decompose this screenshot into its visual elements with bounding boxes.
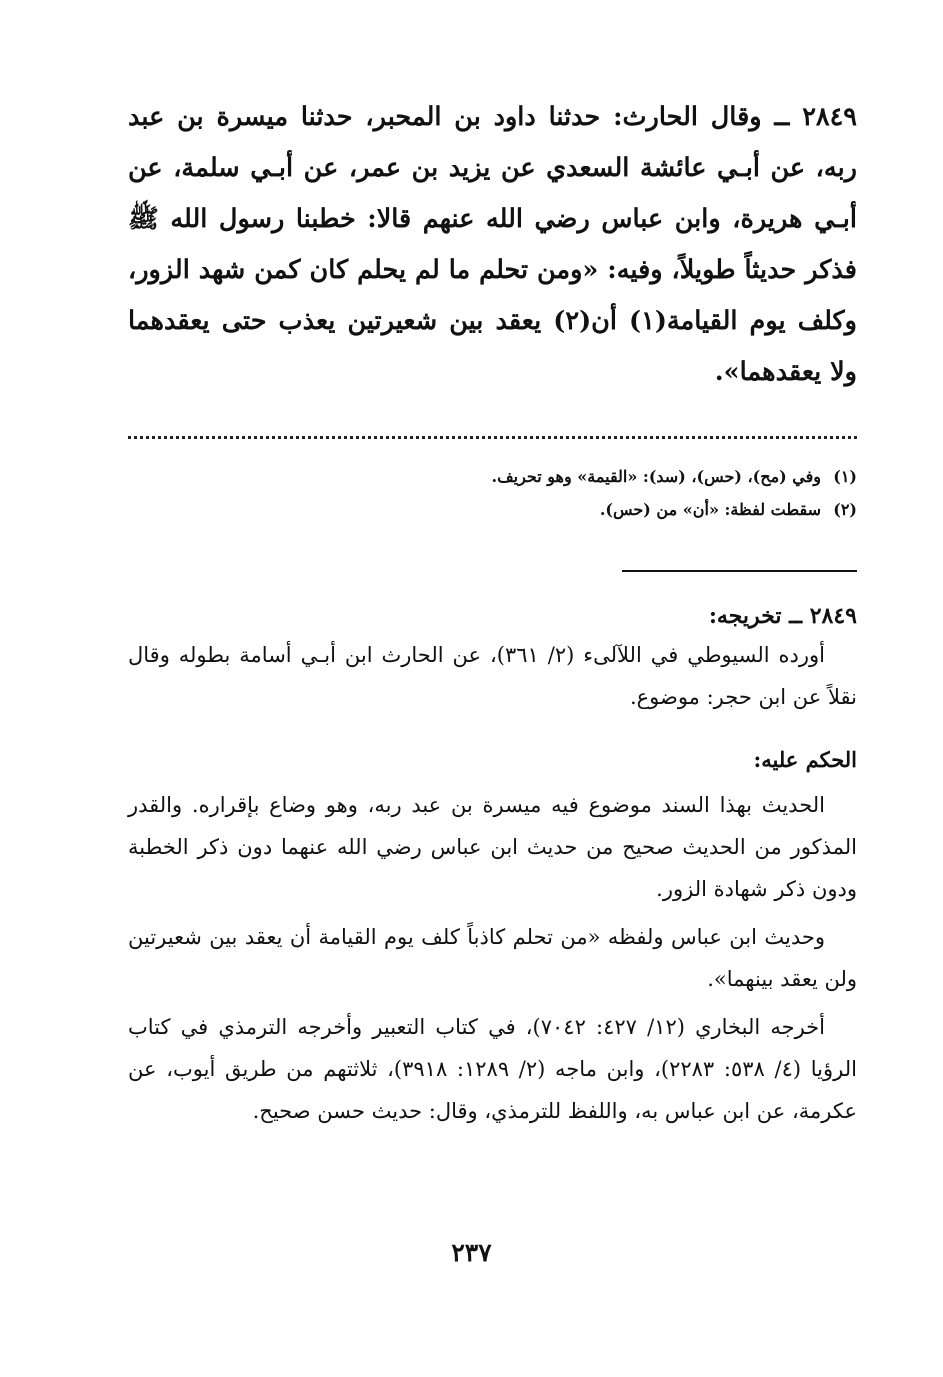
ruling-paragraph-3: أخرجه البخاري (١٢/ ٤٢٧: ٧٠٤٢)، في كتاب التعبير وأخرجه الترمذي في كتاب الرؤيا (٤/ ٥٣٨: ٢٢٨٣)، وابن ماجه (٢/ ١٢٨٩: ٣٩١٨)، ثلاثتهم من طريق أيوب، عن عكرمة، عن ابن عباس به، واللفظ للترمذي، وقال: حديث حسن صحيح.	[128, 1015, 857, 1123]
footnote-separator	[128, 436, 857, 440]
footnote-2	[128, 493, 857, 526]
page-body	[128, 92, 857, 1132]
footnote-number: (١)	[833, 467, 857, 486]
footnote-text: سقطت لفظة: «أن» من (حس).	[599, 500, 821, 519]
ruling-paragraph-2: وحديث ابن عباس ولفظه «من تحلم كاذباً كلف يوم القيامة أن يعقد بين شعيرتين ولن يعقد بينهما».	[128, 925, 857, 991]
footnote-text: وفي (مح)، (حس)، (سد): «القيمة» وهو تحريف.	[491, 467, 821, 486]
main-hadith-text: ٢٨٤٩ ــ وقال الحارث: حدثنا داود بن المحبر، حدثنا ميسرة بن عبد ربه، عن أبـي عائشة السعدي عن يزيد بن عمر، عن أبـي سلمة، عن أبـي هريرة، وابن عباس رضي الله عنهم قالا: خطبنا رسول الله ﷺ فذكر حديثاً طويلاً، وفيه: «ومن تحلم ما لم يحلم كان كمن شهد الزور، وكلف يوم القيامة(١) أن(٢) يعقد بين شعيرتين يعذب حتى يعقدهما ولا يعقدهما».	[128, 102, 857, 387]
takhrij-text: أورده السيوطي في اللآلىء (٢/ ٣٦١)، عن الحارث ابن أبـي أسامة بطوله وقال نقلاً عن ابن حجر: موضوع.	[128, 643, 857, 709]
page-number: ٢٣٧	[451, 1238, 492, 1267]
section-separator	[622, 570, 857, 572]
ruling-paragraph-1: الحديث بهذا السند موضوع فيه ميسرة بن عبد ربه، وهو وضاع بإقراره. والقدر المذكور من الحديث صحيح من حديث ابن عباس رضي الله عنهما دون ذكر الخطبة ودون ذكر شهادة الزور.	[128, 793, 857, 901]
takhrij-heading: ٢٨٤٩ ــ تخريجه:	[708, 603, 857, 629]
footnotes	[128, 460, 857, 526]
footnote-number: (٢)	[833, 500, 857, 519]
ruling-heading: الحكم عليه:	[753, 747, 857, 772]
footnote-1	[128, 460, 857, 493]
